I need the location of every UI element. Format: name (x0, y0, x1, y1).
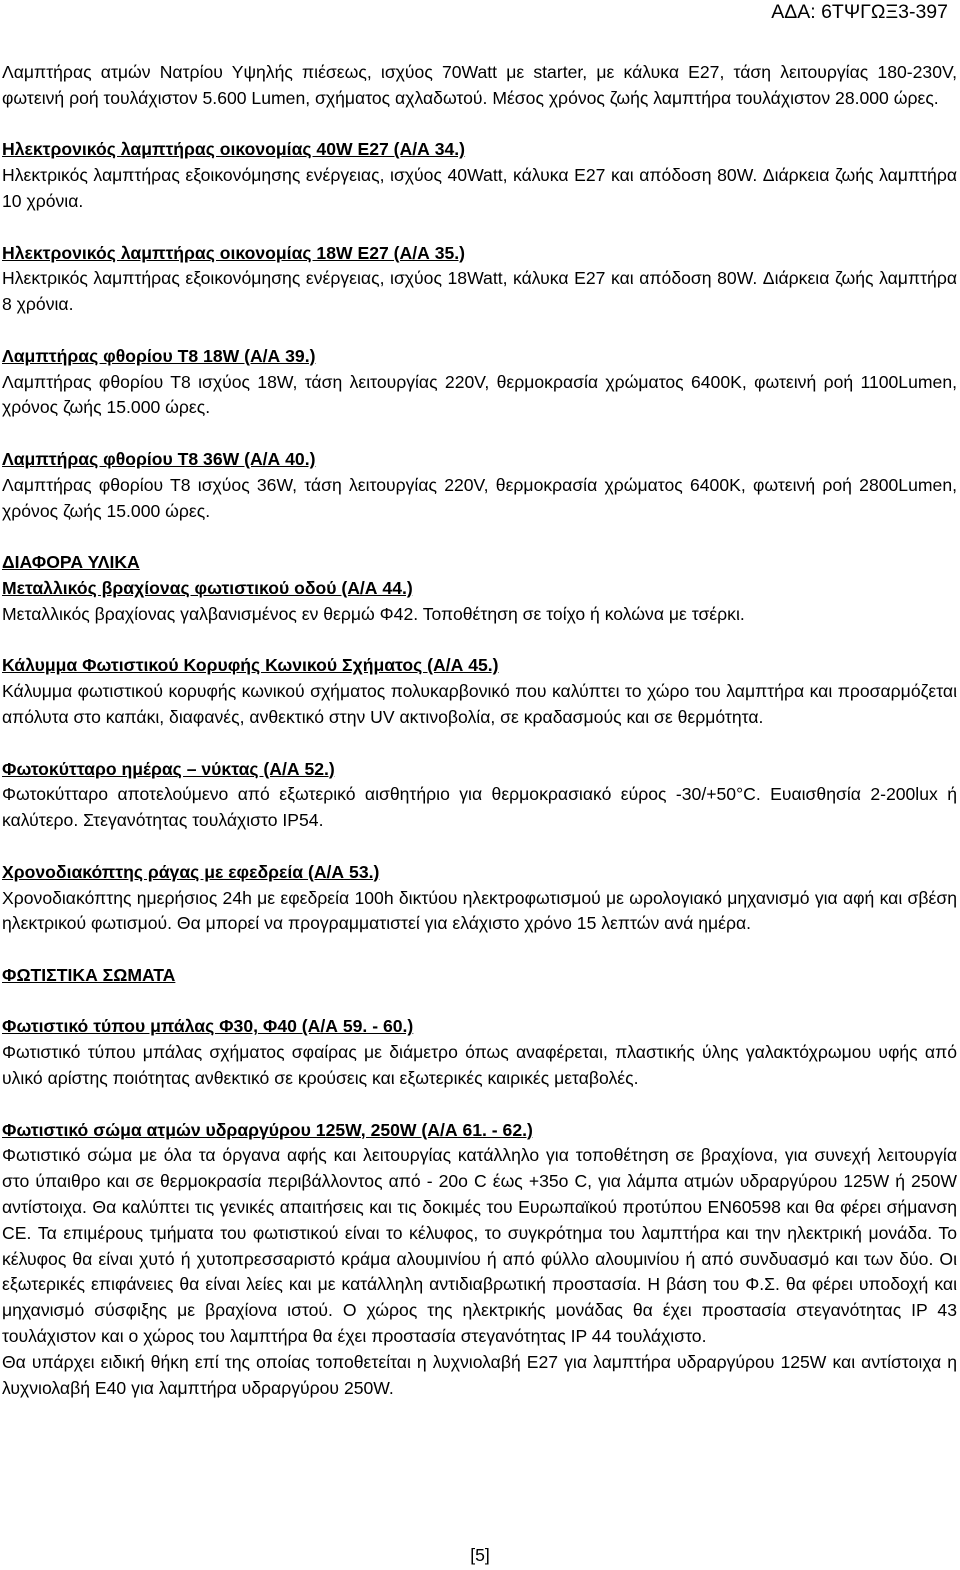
section-61-62-body: Φωτιστικό σώμα με όλα τα όργανα αφής και λειτουργίας κατάλληλο για τοποθέτηση σε βραχίονα, για συνεχή λειτουργία στο ύπαιθρο και σε θερμοκρασία περιβάλλοντος από - 20ο C έως +35ο C, για λάμπα ατμών υδραργύρου 125W ή 250W αντίστοιχα. Θα καλύπτει τις γενικές απαιτήσεις και τις δοκιμές του Ευρωπαϊκού προτύπου EN60598 και θα φέρει σήμανση CE. Τα επιμέρους τμήματα του φωτιστικού είναι το κέλυφος, το συγκρότημα του λαμπτήρα και την ηλεκτρική μονάδα. Το κέλυφος θα είναι χυτό ή χυτοπρεσσαριστό κράμα αλουμινίου ή από φύλλο αλουμινίου ή από συνδυασμό και των δύο. Οι εξωτερικές επιφάνειες θα είναι λείες και με κατάλληλη αντιδιαβρωτική προστασία. Η βάση του Φ.Σ. θα φέρει υποδοχή και μηχανισμό σύσφιξης με βραχίονα ιστού. Ο χώρος της ηλεκτρικής μονάδας θα έχει προστασία στεγανότητας IP 43 τουλάχιστον και ο χώρος του λαμπτήρα θα έχει προστασία στεγανότητας IP 44 τουλάχιστο. (2, 1145, 957, 1347)
section-59-60-body: Φωτιστικό τύπου μπάλας σχήματος σφαίρας με διάμετρο όπως αναφέρεται, πλαστικής ύλης γαλακτόχρωμου υφής από υλικό αρίστης ποιότητας ανθεκτικό σε κρούσεις και εξωτερικές καιρικές μεταβολές. (2, 1042, 957, 1089)
section-52-heading: Φωτοκύτταρο ημέρας – νύκτας (Α/Α 52.) (2, 758, 335, 779)
spacer (2, 989, 957, 1015)
group-title-misc: ΔΙΑΦΟΡΑ ΥΛΙΚΑ (2, 552, 140, 573)
section-40-heading: Λαμπτήρας φθορίου Τ8 36W (Α/Α 40.) (2, 448, 316, 469)
document-body (2, 60, 957, 1401)
section-61-62-heading: Φωτιστικό σώμα ατμών υδραργύρου 125W, 250W (Α/Α 61. - 62.) (2, 1119, 533, 1140)
section-35-body: Ηλεκτρικός λαμπτήρας εξοικονόμησης ενέργειας, ισχύος 18Watt, κάλυκα Ε27 και απόδοση 80W. Διάρκεια ζωής λαμπτήρα 8 χρόνια. (2, 268, 957, 315)
spacer (2, 421, 957, 447)
section-44-heading: Μεταλλικός βραχίονας φωτιστικού οδού (Α/Α 44.) (2, 577, 413, 598)
section-59-60-heading: Φωτιστικό τύπου μπάλας Φ30, Φ40 (Α/Α 59. - 60.) (2, 1016, 414, 1037)
section-34-heading: Ηλεκτρονικός λαμπτήρας οικονομίας 40W E27 (Α/Α 34.) (2, 139, 466, 160)
section-52-body: Φωτοκύτταρο αποτελούμενο από εξωτερικό αισθητήριο για θερμοκρασιακό εύρος -30/+50°C. Ευαισθησία 2-200lux ή καλύτερο. Στεγανότητας τουλάχιστο IP54. (2, 784, 957, 831)
spacer (2, 112, 957, 138)
page-number: [5] (470, 1545, 490, 1565)
section-34-body: Ηλεκτρικός λαμπτήρας εξοικονόμησης ενέργειας, ισχύος 40Watt, κάλυκα Ε27 και απόδοση 80W. Διάρκεια ζωής λαμπτήρα 10 χρόνια. (2, 165, 957, 211)
spacer (2, 731, 957, 757)
section-39-heading: Λαμπτήρας φθορίου Τ8 18W (Α/Α 39.) (2, 345, 316, 366)
section-45-body: Κάλυμμα φωτιστικού κορυφής κωνικού σχήματος πολυκαρβονικό που καλύπτει το χώρο του λαμπτήρα και προσαρμόζεται απόλυτα στο καπάκι, διαφανές, ανθεκτικό στην UV ακτινοβολία, σε κραδασμούς και σε θερμότητα. (2, 681, 957, 727)
section-35-heading: Ηλεκτρονικός λαμπτήρας οικονομίας 18W E27 (Α/Α 35.) (2, 242, 466, 263)
section-53-heading: Χρονοδιακόπτης ράγας με εφεδρεία (Α/Α 53.) (2, 861, 380, 882)
spacer (2, 524, 957, 550)
group-title-luminaires: ΦΩΤΙΣΤΙΚΑ ΣΩΜΑΤΑ (2, 964, 176, 985)
section-53-body: Χρονοδιακόπτης ημερήσιος 24h με εφεδρεία 100h δικτύου ηλεκτροφωτισμού με ωρολογιακό μηχανισμό για αφή και σβέση ηλεκτρικού φωτισμού. Θα μπορεί να προγραμματιστεί για ελάχιστο χρόνο 15 λεπτών ανά ημέρα. (2, 887, 957, 934)
section-39-body: Λαμπτήρας φθορίου Τ8 ισχύος 18W, τάση λειτουργίας 220V, θερμοκρασία χρώματος 6400K, φωτεινή ροή 1100Lumen, χρόνος ζωής 15.000 ώρες. (2, 371, 957, 418)
spacer (2, 1092, 957, 1118)
spacer (2, 215, 957, 241)
section-0-body: Λαμπτήρας ατμών Νατρίου Υψηλής πιέσεως, ισχύος 70Watt με starter, με κάλυκα Ε27, τάση λειτουργίας 180-230V, φωτεινή ροή τουλάχιστον 5.600 Lumen, σχήματος αχλαδωτού. Μέσος χρόνος ζωής λαμπτήρα τουλάχιστον 28.000 ώρες. (2, 62, 957, 108)
spacer (2, 628, 957, 654)
ada-code: ΑΔΑ: 6ΤΨΓΩΞ3-397 (771, 1, 948, 23)
section-44-body: Μεταλλικός βραχίονας γαλβανισμένος εν θερμώ Φ42. Τοποθέτηση σε τοίχο ή κολώνα με τσέρκι. (2, 603, 745, 624)
spacer (2, 318, 957, 344)
spacer (2, 937, 957, 963)
section-45-heading: Κάλυμμα Φωτιστικού Κορυφής Κωνικού Σχήματος (Α/Α 45.) (2, 655, 499, 676)
section-40-body: Λαμπτήρας φθορίου Τ8 ισχύος 36W, τάση λειτουργίας 220V, θερμοκρασία χρώματος 6400K, φωτεινή ροή 2800Lumen, χρόνος ζωής 15.000 ώρες. (2, 474, 957, 521)
section-61-62-body-2: Θα υπάρχει ειδική θήκη επί της οποίας τοποθετείται η λυχνιολαβή Ε27 για λαμπτήρα υδραργύρου 125W και αντίστοιχα η λυχνιολαβή Ε40 για λαμπτήρα υδραργύρου 250W. (2, 1351, 957, 1398)
spacer (2, 834, 957, 860)
